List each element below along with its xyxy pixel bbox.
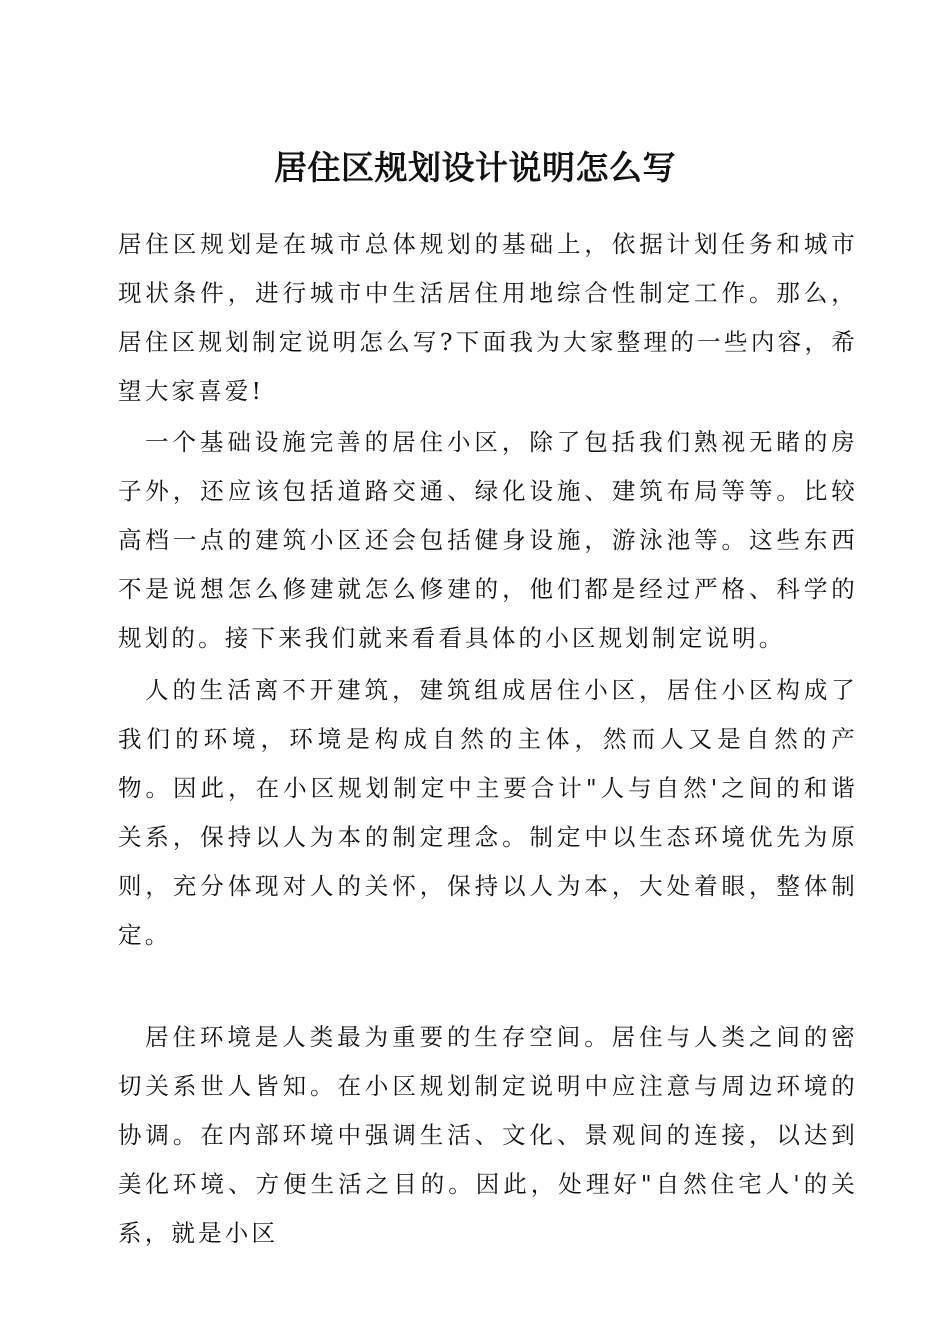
paragraph-environment: 人的生活离不开建筑，建筑组成居住小区，居住小区构成了我们的环境，环境是构成自然的主体，然而人又是自然的产物。因此，在小区规划制定中主要合计"人与自然'之间的和谐关系，保持以人为本的制定理念。制定中以生态环境优先为原则，充分体现对人的关怀，保持以人为本，大处着眼，整体制定。 [118, 676, 858, 949]
paragraph-intro: 居住区规划是在城市总体规划的基础上，依据计划任务和城市现状条件，进行城市中生活居住用地综合性制定工作。那么，居住区规划制定说明怎么写?下面我为大家整理的一些内容，希望大家喜爱! [118, 230, 858, 405]
paragraph-living-space: 居住环境是人类最为重要的生存空间。居住与人类之间的密切关系世人皆知。在小区规划制定说明中应注意与周边环境的协调。在内部环境中强调生活、文化、景观间的连接，以达到美化环境、方便生活之目的。因此，处理好"自然住宅人'的关系，就是小区 [118, 1023, 858, 1247]
paragraph-facilities: 一个基础设施完善的居住小区，除了包括我们熟视无睹的房子外，还应该包括道路交通、绿化设施、建筑布局等等。比较高档一点的建筑小区还会包括健身设施，游泳池等。这些东西不是说想怎么修建就怎么修建的，他们都是经过严格、科学的规划的。接下来我们就来看看具体的小区规划制定说明。 [118, 428, 858, 652]
document-title: 居住区规划设计说明怎么写 [274, 148, 676, 187]
